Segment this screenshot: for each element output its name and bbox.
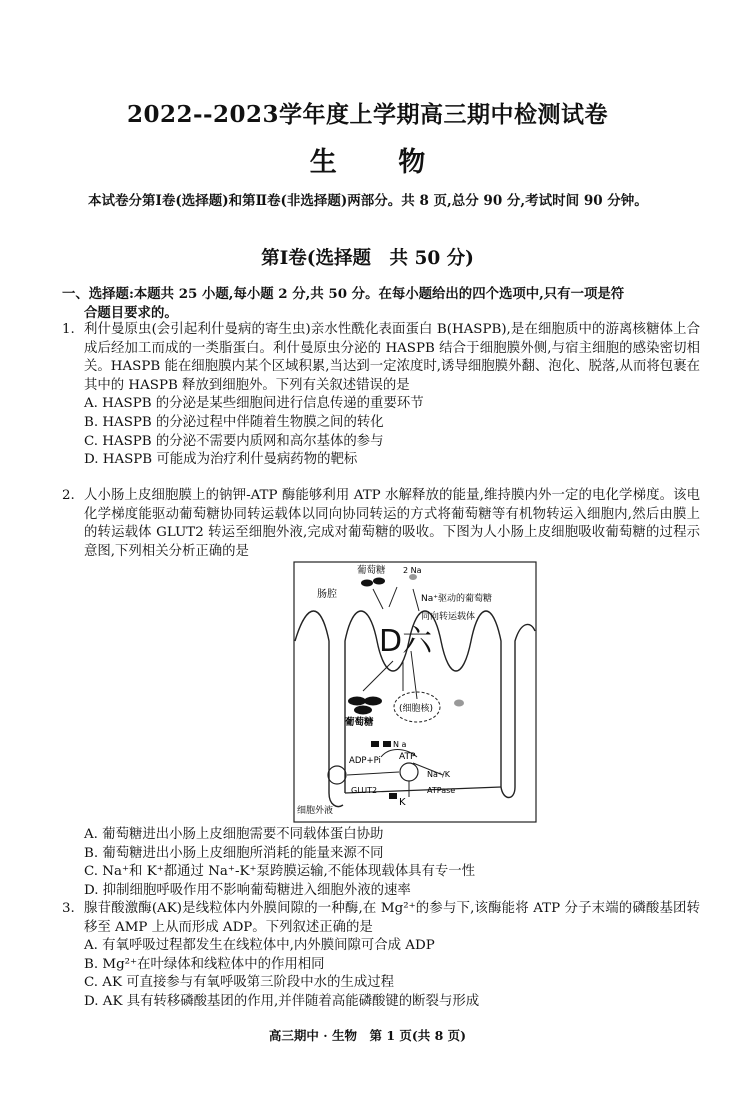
label-adp-pi: ADP+Pi: [349, 756, 381, 766]
label-glucose-top: 葡萄糖: [357, 565, 386, 576]
question-number: 3.: [62, 901, 75, 916]
label-transporter-1: Na⁺驱动的葡萄糖: [421, 594, 492, 604]
question-number: 2.: [62, 488, 75, 503]
question-stem: 人小肠上皮细胞膜上的钠钾-ATP 酶能够利用 ATP 水解释放的能量,维持膜内外一定的电化学梯度。该电化学梯度能驱动葡萄糖协同转运载体以同向协同转运的方式将葡萄糖等有机物转运入细胞内,然后由膜上的转运载体 GLUT2 转运至细胞外液,完成对葡萄糖的吸收。下图为人小肠上皮细胞吸收葡萄糖的过程示意图,下列相关分析正确的是: [84, 488, 700, 559]
label-transporter-2: 同向转运载体: [421, 612, 476, 622]
svg-text:D六: D六: [379, 624, 433, 659]
option-a: A. 葡萄糖进出小肠上皮细胞需要不同载体蛋白协助: [84, 827, 384, 842]
question-stem: 利什曼原虫(会引起利什曼病的寄生虫)亲水性酰化表面蛋白 B(HASPB),是在细胞质中的游离核糖体上合成后经加工而成的一类脂蛋白。利什曼原虫分泌的 HASPB 结合于细胞膜外侧,与宿主细胞的感染密切相关。HASPB 能在细胞膜内某个区域积累,当达到一定浓度时,诱导细胞膜外翻、泡化、脱落,从而将包裹在其中的 HASPB 释放到细胞外。下列有关叙述错误的是: [84, 322, 700, 393]
option-a: A. 有氧呼吸过程都发生在线粒体中,内外膜间隙可合成 ADP: [84, 938, 435, 954]
label-nucleus: (细胞核): [399, 704, 434, 714]
option-b: B. Mg²⁺在叶绿体和线粒体中的作用相同: [84, 956, 325, 972]
option-c: C. AK 可直接参与有氧呼吸第三阶段中水的生成过程: [84, 975, 395, 991]
label-glucose-inside: 葡萄糖: [345, 717, 374, 728]
option-c: C. HASPB 的分泌不需要内质网和高尔基体的参与: [84, 433, 384, 449]
option-d: D. HASPB 可能成为治疗利什曼病药物的靶标: [84, 452, 358, 468]
label-extracellular: 细胞外液: [297, 806, 334, 816]
label-atp: ATP: [399, 752, 416, 762]
subject-title: 生 物: [309, 147, 452, 178]
exam-intro: 本试卷分第Ⅰ卷(选择题)和第Ⅱ卷(非选择题)两部分。共 8 页,总分 90 分,考试时间 90 分钟。: [88, 193, 648, 209]
question-stem: 腺苷酸激酶(AK)是线粒体内外膜间隙的一种酶,在 Mg²⁺的参与下,该酶能将 ATP 分子末端的磷酸基团转移至 AMP 上从而形成 ADP。下列叙述正确的是: [84, 901, 700, 935]
option-d: D. AK 具有转移磷酸基团的作用,并伴随着高能磷酸键的断裂与形成: [84, 993, 480, 1009]
option-c: C. Na⁺和 K⁺都通过 Na⁺-K⁺泵跨膜运输,不能体现载体具有专一性: [84, 864, 476, 880]
label-k: K: [399, 797, 406, 808]
question-2: [62, 487, 700, 561]
section-instruction: [62, 285, 700, 322]
question-number: 1.: [62, 322, 75, 337]
instruction-line-1: 一、选择题:本题共 25 小题,每小题 2 分,共 50 分。在每小题给出的四个选项中,只有一项是符: [62, 286, 625, 302]
label-na-k-pump: Na⁺/K: [427, 770, 451, 779]
question-2-options: [62, 826, 700, 900]
label-na-top: 2 Na: [403, 566, 422, 575]
label-na-mid: N a: [393, 740, 407, 749]
glucose-absorption-figure: [293, 561, 537, 823]
label-atpase: ATPase: [427, 786, 456, 795]
option-a: A. HASPB 的分泌是某些细胞间进行信息传递的重要环节: [84, 396, 424, 412]
section-title: 第Ⅰ卷(选择题 共 50 分): [261, 248, 474, 269]
label-glut2: GLUT2: [351, 786, 378, 795]
option-d: D. 抑制细胞呼吸作用不影响葡萄糖进入细胞外液的速率: [84, 882, 411, 898]
option-b: B. 葡萄糖进出小肠上皮细胞所消耗的能量来源不同: [84, 845, 384, 861]
page-footer: 高三期中 · 生物 第 1 页(共 8 页): [268, 1028, 467, 1043]
question-3: [62, 900, 700, 1012]
exam-title: 2022--2023学年度上学期高三期中检测试卷: [126, 101, 609, 128]
instruction-line-2: 合题目要求的。: [84, 304, 178, 321]
question-1: [62, 321, 700, 470]
label-lumen: 肠腔: [317, 589, 337, 600]
option-b: B. HASPB 的分泌过程中伴随着生物膜之间的转化: [84, 414, 384, 430]
